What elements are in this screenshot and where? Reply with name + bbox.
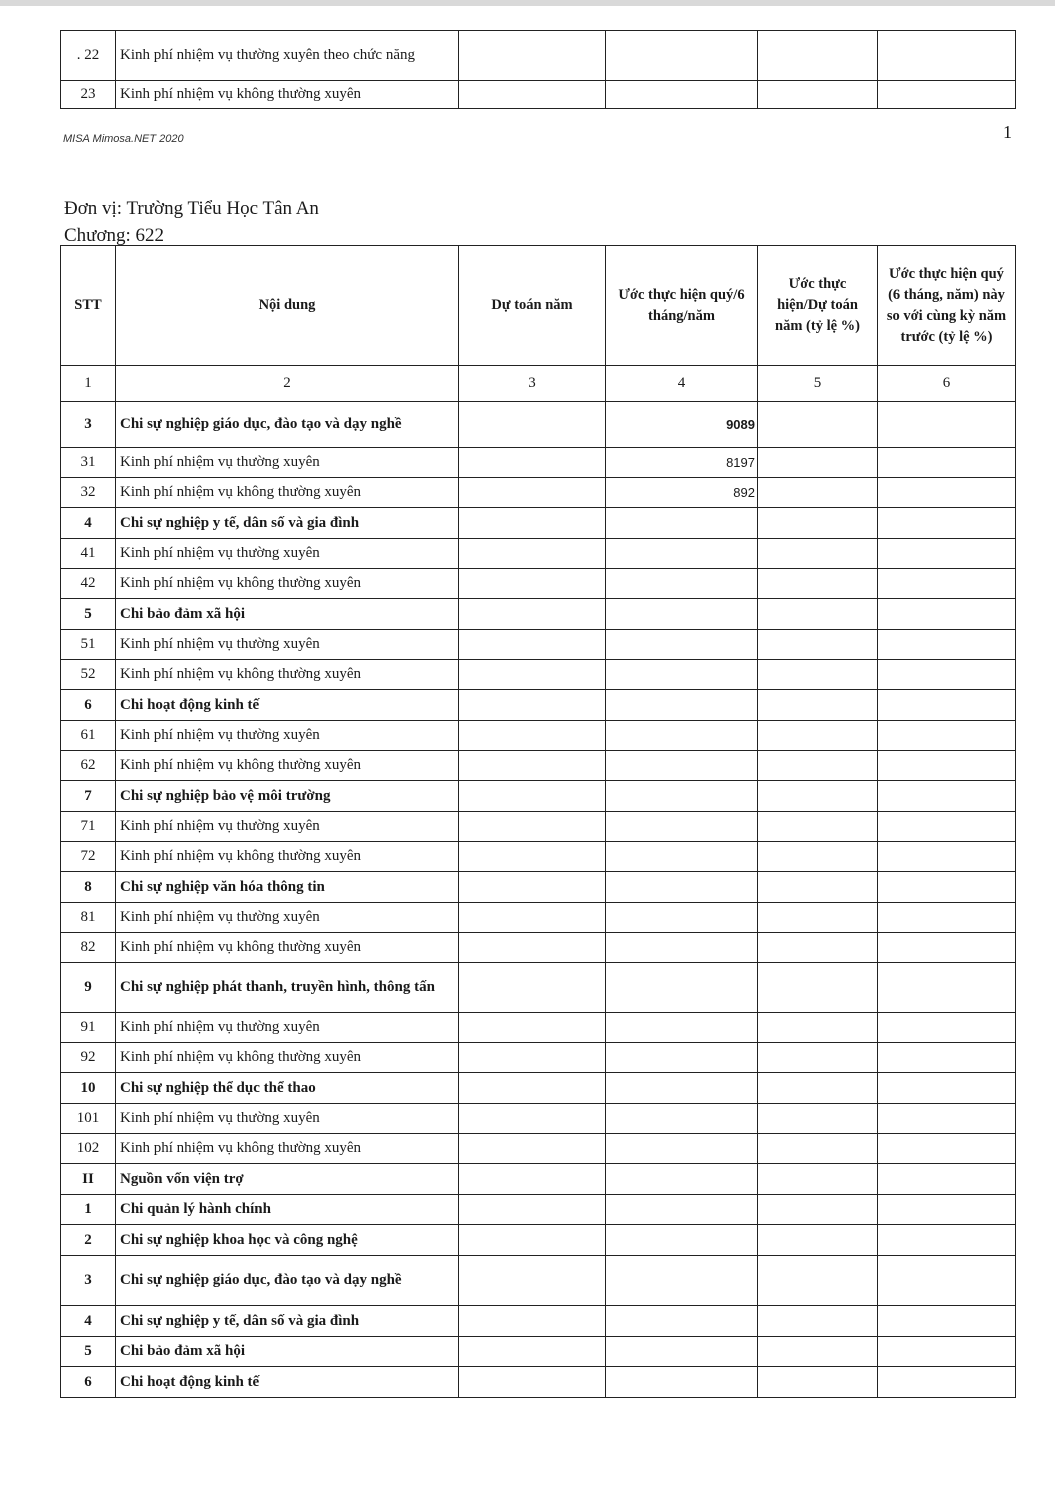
row-ty-le-du-toan [758,1073,878,1104]
row-uoc-thuc-hien [606,751,758,781]
row-ty-le-cung-ky [878,1134,1016,1164]
row-uoc-thuc-hien [606,1073,758,1104]
row-ty-le-du-toan [758,630,878,660]
row-content: Chi sự nghiệp văn hóa thông tin [116,872,459,903]
table-row [61,508,1016,539]
row-du-toan [459,660,606,690]
row-stt: 52 [61,660,116,690]
table-row [61,1043,1016,1073]
row-stt: 9 [61,963,116,1013]
row-uoc-thuc-hien [606,539,758,569]
table-row [61,539,1016,569]
table-row [61,690,1016,721]
row-uoc-thuc-hien [606,842,758,872]
row-ty-le-cung-ky [878,933,1016,963]
row-ty-le-du-toan [758,690,878,721]
row-content: Chi sự nghiệp thể dục thể thao [116,1073,459,1104]
row-uoc-thuc-hien [606,630,758,660]
row-stt: 51 [61,630,116,660]
row-ty-le-cung-ky [878,1306,1016,1337]
row-ty-le-cung-ky [878,903,1016,933]
row-uoc-thuc-hien [606,872,758,903]
row-du-toan [459,1013,606,1043]
table-row [61,1164,1016,1195]
row-content: Chi quản lý hành chính [116,1195,459,1225]
row-ty-le-cung-ky [878,508,1016,539]
row-stt: 8 [61,872,116,903]
table-row [61,1367,1016,1398]
software-footer: MISA Mimosa.NET 2020 [63,133,184,145]
row-stt: 2 [61,1225,116,1256]
row-uoc-thuc-hien [606,508,758,539]
table-row [61,842,1016,872]
row-du-toan [459,1104,606,1134]
row-ty-le-cung-ky [878,690,1016,721]
table-row [61,1337,1016,1367]
table-row [61,599,1016,630]
row-ty-le-cung-ky [878,402,1016,448]
row-ty-le-cung-ky [878,539,1016,569]
row-ty-le-du-toan [758,872,878,903]
row-content: Kinh phí nhiệm vụ thường xuyên [116,903,459,933]
row-content: Kinh phí nhiệm vụ không thường xuyên [116,842,459,872]
row-uoc-thuc-hien [606,1134,758,1164]
row-ty-le-du-toan [758,1134,878,1164]
row-ty-le-cung-ky [878,1195,1016,1225]
column-number: 5 [758,366,878,402]
row-uoc-thuc-hien [606,31,758,81]
row-ty-le-cung-ky [878,81,1016,109]
row-ty-le-du-toan [758,842,878,872]
row-ty-le-du-toan [758,751,878,781]
row-ty-le-cung-ky [878,812,1016,842]
row-stt: 42 [61,569,116,599]
row-content: Kinh phí nhiệm vụ thường xuyên [116,630,459,660]
row-ty-le-du-toan [758,448,878,478]
table-row [61,1104,1016,1134]
row-content: Nguồn vốn viện trợ [116,1164,459,1195]
row-ty-le-du-toan [758,1225,878,1256]
row-content: Kinh phí nhiệm vụ thường xuyên [116,721,459,751]
row-du-toan [459,31,606,81]
row-du-toan [459,721,606,751]
row-uoc-thuc-hien [606,1256,758,1306]
row-uoc-thuc-hien [606,1195,758,1225]
row-du-toan [459,1195,606,1225]
row-stt: 5 [61,599,116,630]
page-number: 1 [1003,122,1012,142]
row-uoc-thuc-hien [606,781,758,812]
row-ty-le-du-toan [758,81,878,109]
header-uoc-thuc-hien: Ước thực hiện quý/6 tháng/năm [606,246,758,366]
row-du-toan [459,448,606,478]
row-content: Kinh phí nhiệm vụ không thường xuyên [116,660,459,690]
row-ty-le-du-toan [758,781,878,812]
row-content: Kinh phí nhiệm vụ không thường xuyên [116,478,459,508]
table-row [61,781,1016,812]
row-content: Kinh phí nhiệm vụ thường xuyên theo chức năng [116,31,459,81]
budget-estimate-table [60,245,1016,1398]
row-du-toan [459,569,606,599]
row-stt: 102 [61,1134,116,1164]
row-du-toan [459,1337,606,1367]
row-content: Chi sự nghiệp khoa học và công nghệ [116,1225,459,1256]
header-ty-le-cung-ky: Ước thực hiện quý (6 tháng, năm) này so với cùng kỳ năm trước (tỷ lệ %) [878,246,1016,366]
row-ty-le-du-toan [758,599,878,630]
row-ty-le-cung-ky [878,1164,1016,1195]
table-row [61,963,1016,1013]
header-noi-dung: Nội dung [116,246,459,366]
row-content: Kinh phí nhiệm vụ thường xuyên [116,539,459,569]
table-row [61,478,1016,508]
row-ty-le-cung-ky [878,1337,1016,1367]
row-du-toan [459,1164,606,1195]
row-ty-le-cung-ky [878,1043,1016,1073]
row-ty-le-cung-ky [878,721,1016,751]
row-stt: 61 [61,721,116,751]
row-stt: 62 [61,751,116,781]
row-du-toan [459,81,606,109]
row-uoc-thuc-hien [606,1104,758,1134]
row-content: Kinh phí nhiệm vụ không thường xuyên [116,1134,459,1164]
row-du-toan [459,402,606,448]
row-stt: 7 [61,781,116,812]
table-row [61,569,1016,599]
row-stt: 4 [61,508,116,539]
row-stt: 5 [61,1337,116,1367]
row-content: Chi sự nghiệp phát thanh, truyền hình, thông tấn [116,963,459,1013]
row-content: Kinh phí nhiệm vụ không thường xuyên [116,751,459,781]
row-stt: 4 [61,1306,116,1337]
unit-name: Đơn vị: Trường Tiểu Học Tân An [64,198,319,219]
row-content: Kinh phí nhiệm vụ không thường xuyên [116,1043,459,1073]
row-uoc-thuc-hien: 892 [606,478,758,508]
row-ty-le-cung-ky [878,751,1016,781]
row-stt: 23 [61,81,116,109]
table-row [61,903,1016,933]
row-stt: 6 [61,690,116,721]
table-row [61,660,1016,690]
row-ty-le-du-toan [758,1337,878,1367]
table-row [61,933,1016,963]
row-content: Kinh phí nhiệm vụ thường xuyên [116,812,459,842]
row-uoc-thuc-hien [606,1164,758,1195]
row-content: Kinh phí nhiệm vụ thường xuyên [116,1104,459,1134]
row-du-toan [459,1225,606,1256]
table-row [61,448,1016,478]
table-row [61,1306,1016,1337]
row-du-toan [459,812,606,842]
row-content: Kinh phí nhiệm vụ thường xuyên [116,1013,459,1043]
row-ty-le-du-toan [758,569,878,599]
table-header-row [61,246,1016,366]
chapter-code: Chương: 622 [64,225,165,246]
row-uoc-thuc-hien [606,690,758,721]
row-uoc-thuc-hien [606,660,758,690]
row-du-toan [459,478,606,508]
row-ty-le-cung-ky [878,630,1016,660]
table-row [61,31,1016,81]
row-ty-le-cung-ky [878,1225,1016,1256]
row-ty-le-du-toan [758,812,878,842]
header-du-toan-nam: Dự toán năm [459,246,606,366]
row-ty-le-du-toan [758,508,878,539]
row-ty-le-cung-ky [878,31,1016,81]
row-uoc-thuc-hien [606,1306,758,1337]
row-ty-le-cung-ky [878,448,1016,478]
previous-page-table-tail [60,30,1016,109]
table-row [61,1256,1016,1306]
row-stt: 3 [61,402,116,448]
row-ty-le-cung-ky [878,1367,1016,1398]
row-du-toan [459,630,606,660]
row-stt: 82 [61,933,116,963]
row-content: Chi sự nghiệp bảo vệ môi trường [116,781,459,812]
table-row [61,751,1016,781]
table-row [61,1195,1016,1225]
row-ty-le-du-toan [758,903,878,933]
row-du-toan [459,1073,606,1104]
row-ty-le-du-toan [758,1195,878,1225]
row-ty-le-du-toan [758,660,878,690]
row-stt: 3 [61,1256,116,1306]
row-ty-le-cung-ky [878,781,1016,812]
row-ty-le-cung-ky [878,1073,1016,1104]
row-ty-le-du-toan [758,539,878,569]
row-ty-le-du-toan [758,402,878,448]
row-ty-le-du-toan [758,933,878,963]
row-uoc-thuc-hien [606,812,758,842]
column-number-row [61,366,1016,402]
row-content: Chi sự nghiệp giáo dục, đào tạo và dạy nghề [116,402,459,448]
header-ty-le-du-toan: Ước thực hiện/Dự toán năm (tỷ lệ %) [758,246,878,366]
column-number: 3 [459,366,606,402]
row-du-toan [459,539,606,569]
row-uoc-thuc-hien [606,1337,758,1367]
row-du-toan [459,903,606,933]
column-number: 4 [606,366,758,402]
row-uoc-thuc-hien [606,963,758,1013]
row-ty-le-cung-ky [878,872,1016,903]
row-du-toan [459,963,606,1013]
row-ty-le-cung-ky [878,1104,1016,1134]
row-uoc-thuc-hien [606,1013,758,1043]
row-uoc-thuc-hien [606,569,758,599]
row-ty-le-du-toan [758,963,878,1013]
row-content: Kinh phí nhiệm vụ không thường xuyên [116,569,459,599]
row-content: Kinh phí nhiệm vụ không thường xuyên [116,933,459,963]
row-ty-le-du-toan [758,1367,878,1398]
table-row [61,1013,1016,1043]
row-content: Chi bảo đảm xã hội [116,599,459,630]
row-du-toan [459,842,606,872]
row-ty-le-cung-ky [878,842,1016,872]
row-stt: 101 [61,1104,116,1134]
row-ty-le-du-toan [758,1306,878,1337]
row-content: Chi bảo đảm xã hội [116,1337,459,1367]
row-du-toan [459,872,606,903]
column-number: 1 [61,366,116,402]
row-ty-le-cung-ky [878,478,1016,508]
table-row [61,630,1016,660]
table-row [61,872,1016,903]
row-stt: 91 [61,1013,116,1043]
row-du-toan [459,781,606,812]
row-content: Kinh phí nhiệm vụ thường xuyên [116,448,459,478]
row-uoc-thuc-hien [606,721,758,751]
row-du-toan [459,751,606,781]
row-uoc-thuc-hien [606,1225,758,1256]
row-stt: 81 [61,903,116,933]
row-content: Chi hoạt động kinh tế [116,1367,459,1398]
row-content: Chi hoạt động kinh tế [116,690,459,721]
row-ty-le-du-toan [758,1164,878,1195]
table-row [61,812,1016,842]
row-stt: 31 [61,448,116,478]
row-du-toan [459,1134,606,1164]
row-du-toan [459,1306,606,1337]
row-du-toan [459,1256,606,1306]
row-du-toan [459,1367,606,1398]
row-ty-le-du-toan [758,721,878,751]
row-stt: 92 [61,1043,116,1073]
row-ty-le-cung-ky [878,569,1016,599]
row-stt: . 22 [61,31,116,81]
row-du-toan [459,690,606,721]
row-uoc-thuc-hien [606,933,758,963]
row-stt: 1 [61,1195,116,1225]
table-row [61,1225,1016,1256]
row-uoc-thuc-hien [606,81,758,109]
row-ty-le-du-toan [758,478,878,508]
row-stt: 32 [61,478,116,508]
header-stt: STT [61,246,116,366]
row-du-toan [459,1043,606,1073]
row-stt: 10 [61,1073,116,1104]
row-content: Chi sự nghiệp y tế, dân số và gia đình [116,1306,459,1337]
row-uoc-thuc-hien: 9089 [606,402,758,448]
row-uoc-thuc-hien [606,903,758,933]
table-row [61,1073,1016,1104]
row-content: Chi sự nghiệp y tế, dân số và gia đình [116,508,459,539]
table-row [61,402,1016,448]
row-du-toan [459,599,606,630]
row-ty-le-du-toan [758,1104,878,1134]
row-ty-le-cung-ky [878,660,1016,690]
row-stt: 72 [61,842,116,872]
row-stt: II [61,1164,116,1195]
table-row [61,1134,1016,1164]
row-uoc-thuc-hien: 8197 [606,448,758,478]
table-row [61,81,1016,109]
column-number: 2 [116,366,459,402]
row-ty-le-cung-ky [878,1013,1016,1043]
row-uoc-thuc-hien [606,1043,758,1073]
row-ty-le-cung-ky [878,599,1016,630]
row-du-toan [459,508,606,539]
row-du-toan [459,933,606,963]
row-stt: 41 [61,539,116,569]
scan-top-edge [0,0,1055,6]
row-content: Kinh phí nhiệm vụ không thường xuyên [116,81,459,109]
row-ty-le-du-toan [758,1043,878,1073]
column-number: 6 [878,366,1016,402]
row-ty-le-cung-ky [878,1256,1016,1306]
table-row [61,721,1016,751]
row-ty-le-du-toan [758,31,878,81]
row-stt: 6 [61,1367,116,1398]
row-uoc-thuc-hien [606,1367,758,1398]
row-ty-le-cung-ky [878,963,1016,1013]
row-ty-le-du-toan [758,1256,878,1306]
row-ty-le-du-toan [758,1013,878,1043]
row-stt: 71 [61,812,116,842]
row-uoc-thuc-hien [606,599,758,630]
row-content: Chi sự nghiệp giáo dục, đào tạo và dạy nghề [116,1256,459,1306]
